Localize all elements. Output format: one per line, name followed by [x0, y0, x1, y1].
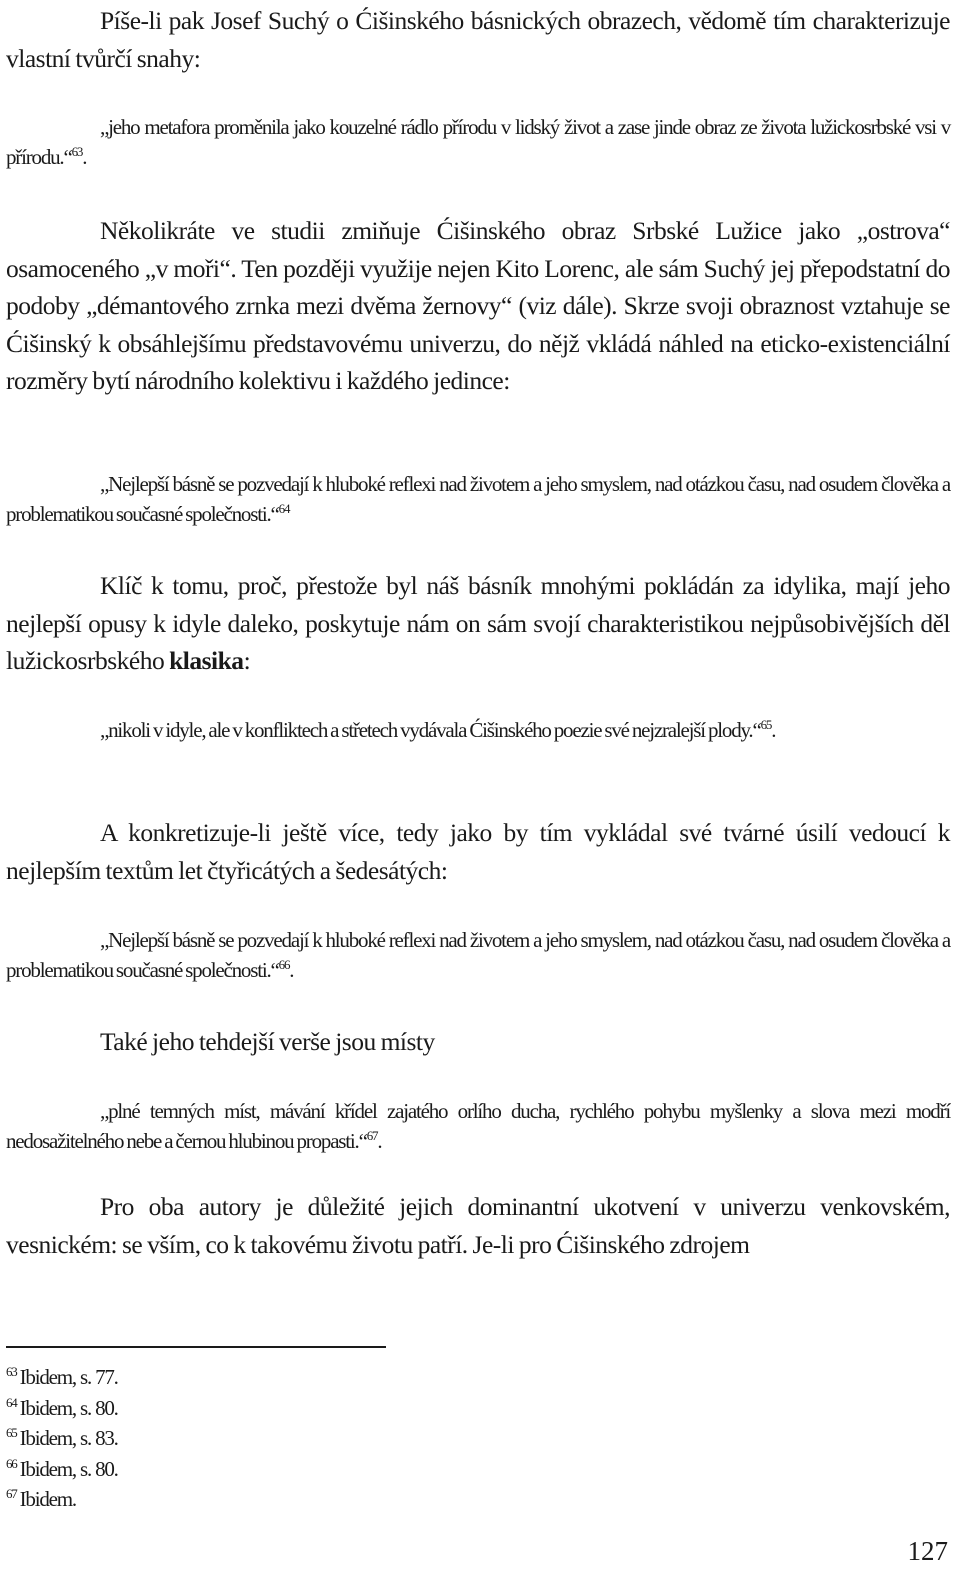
quote-1-tail: . — [82, 145, 87, 169]
footnote-text: Ibidem, s. 80. — [19, 1395, 118, 1420]
paragraph-6 — [6, 1188, 950, 1263]
quote-5-text: „plné temných míst, mávání křídel zajatého orlího ducha, rychlého pohybu myšlenky a slova mezi modří nedosažitelného nebe a černou hlubinou propasti.“ — [6, 1099, 950, 1153]
footnote-number: 63 — [6, 1364, 17, 1379]
footnote-separator — [6, 1346, 386, 1348]
footnote-ref-66: 66 — [278, 957, 290, 972]
footnote-ref-65: 65 — [760, 717, 772, 732]
paragraph-1 — [6, 2, 950, 77]
footnote-text: Ibidem, s. 83. — [19, 1426, 118, 1450]
footnote-ref-63: 63 — [71, 144, 83, 159]
page-number: 127 — [907, 1536, 948, 1566]
paragraph-3 — [6, 567, 950, 680]
quote-5-tail: . — [377, 1129, 382, 1153]
footnote-number: 65 — [6, 1425, 17, 1440]
footnote-number: 66 — [6, 1455, 17, 1471]
footnote-item — [6, 1484, 118, 1515]
quote-3 — [6, 715, 950, 745]
footnotes-list — [6, 1362, 118, 1515]
paragraph-3-text: Klíč k tomu, proč, přestože byl náš básník mnohými pokládán za idylika, mají jeho nejlepší opusy k idyle daleko, poskytuje nám on sám svojí charakteristikou nejpůsobivějších děl lužickosrbského — [6, 571, 950, 675]
quote-4-tail: . — [289, 958, 294, 982]
footnote-item — [6, 1454, 118, 1485]
paragraph-4-text: A konkretizuje-li ještě více, tedy jako by tím vykládal své tvárné úsilí vedoucí k nejlepším textům let čtyřicátých a šedesátých: — [6, 818, 950, 885]
footnote-item — [6, 1362, 118, 1393]
footnote-item — [6, 1393, 118, 1424]
quote-5 — [6, 1096, 950, 1156]
paragraph-5 — [6, 1023, 950, 1061]
quote-3-tail: . — [771, 718, 776, 742]
footnote-text: Ibidem, s. 80. — [19, 1456, 118, 1481]
footnote-number: 67 — [6, 1486, 17, 1501]
footnote-ref-67: 67 — [366, 1128, 378, 1143]
paragraph-5-text: Také jeho tehdejší verše jsou místy — [100, 1027, 435, 1056]
paragraph-2-text: Několikráte ve studii zmiňuje Ćišinského obraz Srbské Lužice jako „ostrova“ osamoceného „v moři“. Ten později využije nejen Kito Lorenc, ale sám Suchý jej přepodstatní do podoby „démantového zrnka mezi dvěma žernovy“ (viz dále). Skrze svoji obraznost vztahuje se Ćišinský k obsáhlejšímu představovému univerzu, do nějž vkládá náhled na eticko-existenciální rozměry bytí národního kolektivu i každého jedince: — [6, 216, 950, 395]
footnote-text: Ibidem. — [19, 1487, 76, 1511]
paragraph-6-text: Pro oba autory je důležité jejich dominantní ukotvení v univerzu venkovském, vesnickém: se vším, co k takovému životu patří. Je-li pro Ćišinského zdrojem — [6, 1192, 950, 1259]
quote-2 — [6, 469, 950, 529]
quote-4 — [6, 925, 950, 985]
paragraph-4 — [6, 814, 950, 889]
footnote-item — [6, 1423, 118, 1454]
footnote-ref-64: 64 — [278, 501, 290, 516]
paragraph-3-tail: : — [243, 646, 251, 675]
quote-1 — [6, 112, 950, 172]
quote-2-text: „Nejlepší básně se pozvedají k hluboké reflexi nad životem a jeho smyslem, nad otázkou času, nad osudem člověka a problematikou současné společnosti.“ — [6, 472, 950, 526]
paragraph-1-text: Píše-li pak Josef Suchý o Ćišinského básnických obrazech, vědomě tím charakterizuje vlastní tvůrčí snahy: — [6, 6, 950, 73]
footnote-text: Ibidem, s. 77. — [19, 1365, 118, 1389]
paragraph-2 — [6, 212, 950, 400]
quote-4-text: „Nejlepší básně se pozvedají k hluboké reflexi nad životem a jeho smyslem, nad otázkou času, nad osudem člověka a problematikou současné společnosti.“ — [6, 928, 950, 982]
quote-3-text: „nikoli v idyle, ale v konfliktech a střetech vydávala Ćišinského poezie své nejzralejší plody.“ — [100, 718, 761, 742]
paragraph-3-bold-word: klasika — [169, 646, 244, 675]
footnote-number: 64 — [6, 1394, 17, 1410]
quote-1-text: „jeho metafora proměnila jako kouzelné rádlo přírodu v lidský život a zase jinde obraz ze života lužickosrbské vsi v přírodu.“ — [6, 115, 950, 169]
